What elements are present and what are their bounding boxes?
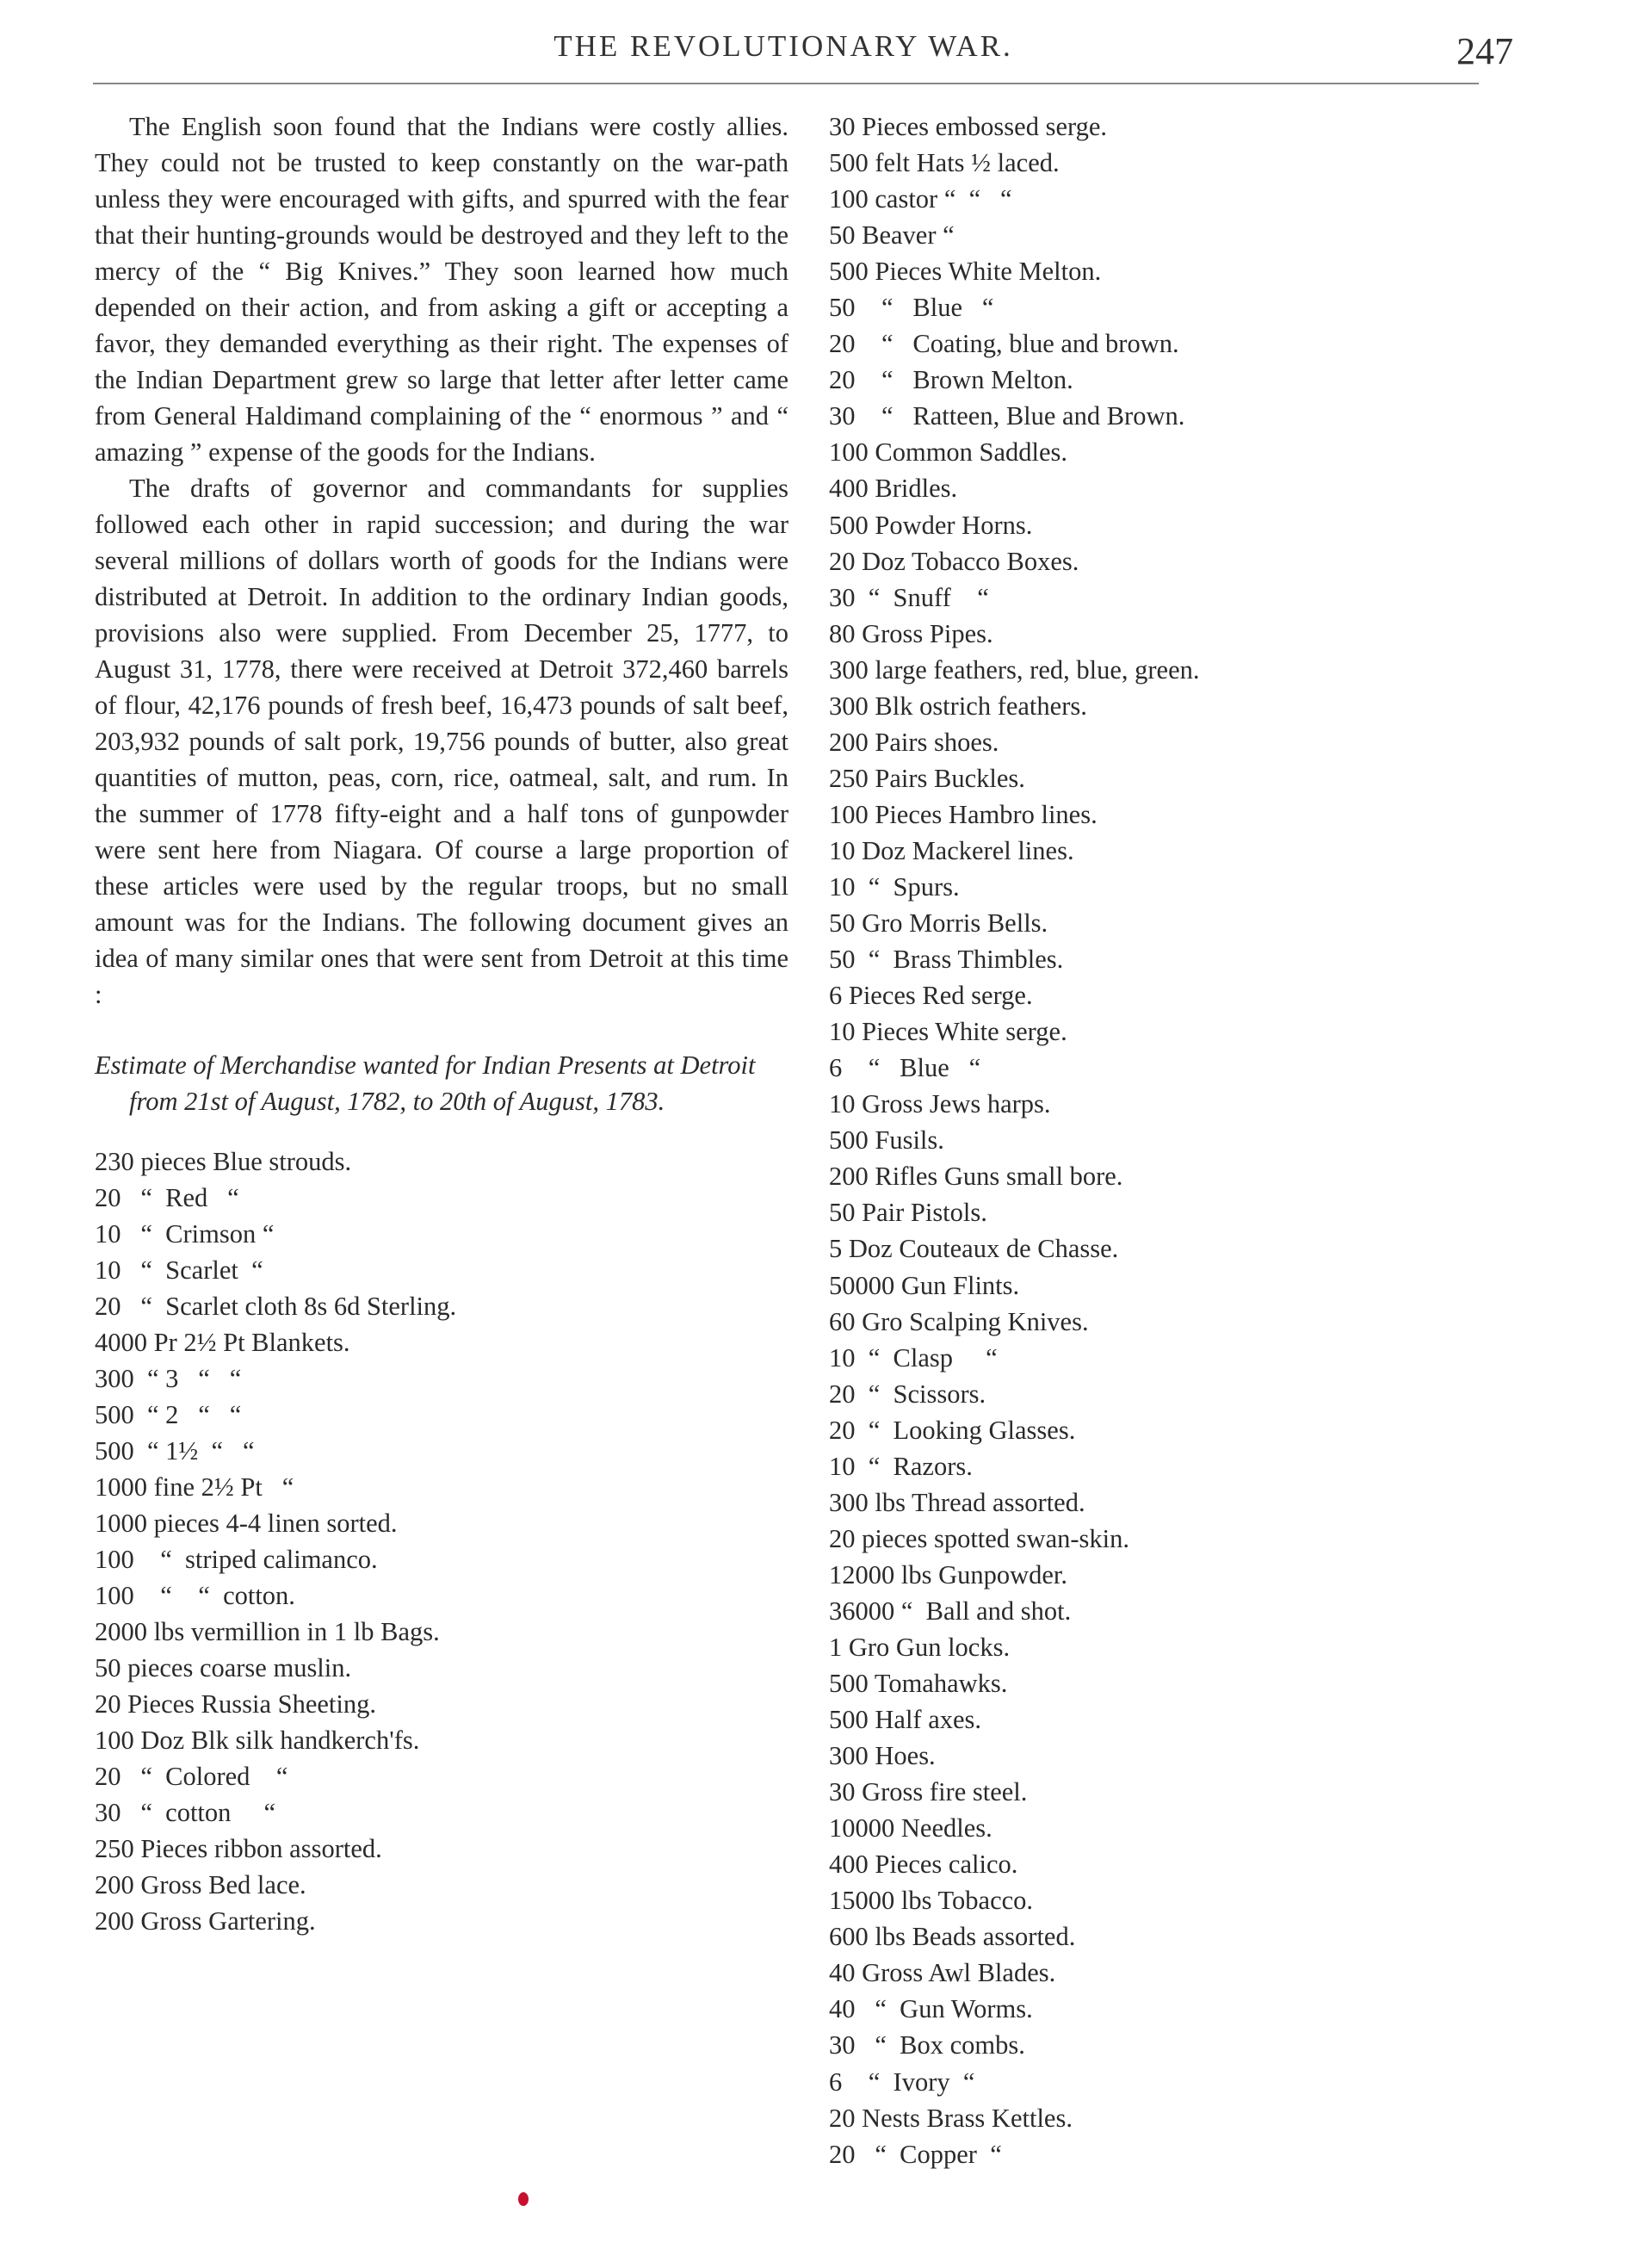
list-item: 600 lbs Beads assorted. bbox=[829, 1922, 1076, 1952]
list-item: 20 Doz Tobacco Boxes. bbox=[829, 546, 1079, 576]
list-item: 50 “ Blue “ bbox=[829, 293, 994, 323]
list-item: 15000 lbs Tobacco. bbox=[829, 1886, 1034, 1916]
list-item: 100 “ striped calimanco. bbox=[95, 1545, 378, 1574]
list-item: 200 Pairs shoes. bbox=[829, 727, 999, 757]
list-item: 10 Gross Jews harps. bbox=[829, 1089, 1051, 1119]
list-item: 10 “ Spurs. bbox=[829, 871, 960, 902]
list-item: 20 “ Scissors. bbox=[829, 1379, 986, 1409]
list-item: 20 “ Looking Glasses. bbox=[829, 1415, 1076, 1445]
list-item: 100 Pieces Hambro lines. bbox=[829, 799, 1098, 829]
list-item: 10 Pieces White serge. bbox=[829, 1017, 1067, 1047]
list-item: 400 Bridles. bbox=[829, 474, 958, 504]
list-item: 200 Gross Bed lace. bbox=[95, 1870, 306, 1899]
list-item: 500 Pieces White Melton. bbox=[829, 257, 1102, 287]
list-item: 36000 “ Ball and shot. bbox=[829, 1596, 1072, 1626]
list-item: 80 Gross Pipes. bbox=[829, 618, 993, 648]
list-item: 300 large feathers, red, blue, green. bbox=[829, 654, 1200, 685]
list-item: 6 Pieces Red serge. bbox=[829, 981, 1033, 1011]
list-item: 2000 lbs vermillion in 1 lb Bags. bbox=[95, 1617, 440, 1646]
printer-ornament bbox=[518, 2192, 529, 2206]
list-item: 30 “ Box combs. bbox=[829, 2030, 1025, 2060]
list-item: 50 Beaver “ bbox=[829, 220, 955, 251]
list-item: 500 Tomahawks. bbox=[829, 1669, 1008, 1699]
page-number: 247 bbox=[1456, 30, 1513, 72]
list-item: 300 “ 3 “ “ bbox=[95, 1364, 242, 1393]
header-rule bbox=[93, 83, 1479, 84]
list-item: 40 Gross Awl Blades. bbox=[829, 1958, 1056, 1988]
list-item: 50 Pair Pistols. bbox=[829, 1198, 987, 1228]
list-item: 500 “ 1½ “ “ bbox=[95, 1436, 255, 1466]
list-item: 30 Pieces embossed serge. bbox=[829, 112, 1108, 141]
list-item: 50 pieces coarse muslin. bbox=[95, 1653, 352, 1682]
list-item: 20 “ Red “ bbox=[95, 1183, 239, 1212]
list-item: 20 “ Coating, blue and brown. bbox=[829, 329, 1179, 359]
list-item: 300 Blk ostrich feathers. bbox=[829, 691, 1087, 721]
right-item-list bbox=[829, 108, 1483, 2172]
paragraph-1: The English soon found that the Indians were costly allies. They could not be trusted to keep constantly on the war-path unless they were encouraged with gifts, and spurred with the fear that their hunting-grounds would be destroyed and they left to the mercy of the “ Big Knives.” They soon learned how much depended on their action, and from asking a gift or accepting a favor, they demanded everything as their right. The expenses of the Indian Department grew so large that letter after letter came from General Haldimand complaining of the “ enormous ” and “ amazing ” expense of the goods for the Indians. bbox=[95, 112, 788, 467]
list-item: 50 “ Brass Thimbles. bbox=[829, 945, 1064, 975]
list-item: 100 “ “ cotton. bbox=[95, 1581, 295, 1610]
list-item: 10000 Needles. bbox=[829, 1813, 992, 1844]
estimate-heading: Estimate of Merchandise wanted for Indian Presents at Detroit from 21st of August, 1782, to 20th of August, 1783. bbox=[95, 1050, 756, 1116]
list-item: 10 “ Scarlet “ bbox=[95, 1255, 263, 1285]
list-item: 100 castor “ “ “ bbox=[829, 184, 1012, 214]
right-column bbox=[829, 108, 1483, 2172]
list-item: 20 Nests Brass Kettles. bbox=[829, 2103, 1073, 2133]
list-item: 50000 Gun Flints. bbox=[829, 1270, 1020, 1300]
list-item: 500 Fusils. bbox=[829, 1125, 944, 1156]
list-item: 60 Gro Scalping Knives. bbox=[829, 1306, 1089, 1336]
list-item: 30 “ Ratteen, Blue and Brown. bbox=[829, 401, 1185, 431]
list-item: 30 “ cotton “ bbox=[95, 1798, 276, 1827]
list-item: 500 felt Hats ½ laced. bbox=[829, 148, 1060, 178]
list-item: 100 Doz Blk silk handkerch'fs. bbox=[95, 1726, 420, 1755]
list-item: 20 pieces spotted swan-skin. bbox=[829, 1523, 1129, 1553]
list-item: 6 “ Ivory “ bbox=[829, 2067, 975, 2097]
list-item: 6 “ Blue “ bbox=[829, 1053, 981, 1083]
list-item: 20 “ Copper “ bbox=[829, 2139, 1002, 2169]
list-item: 400 Pieces calico. bbox=[829, 1850, 1018, 1880]
list-item: 10 “ Clasp “ bbox=[829, 1342, 998, 1373]
list-item: 4000 Pr 2½ Pt Blankets. bbox=[95, 1328, 350, 1357]
list-item: 100 Common Saddles. bbox=[829, 437, 1068, 468]
running-head: THE REVOLUTIONARY WAR. bbox=[553, 29, 1013, 63]
list-item: 20 “ Colored “ bbox=[95, 1762, 288, 1791]
list-item: 230 pieces Blue strouds. bbox=[95, 1147, 352, 1176]
left-item-list bbox=[95, 1143, 788, 1939]
list-item: 1000 pieces 4-4 linen sorted. bbox=[95, 1509, 398, 1538]
list-item: 40 “ Gun Worms. bbox=[829, 1994, 1033, 2024]
list-item: 1000 fine 2½ Pt “ bbox=[95, 1472, 294, 1502]
list-item: 30 “ Snuff “ bbox=[829, 582, 989, 612]
list-item: 50 Gro Morris Bells. bbox=[829, 908, 1048, 939]
list-item: 500 “ 2 “ “ bbox=[95, 1400, 242, 1429]
list-item: 250 Pieces ribbon assorted. bbox=[95, 1834, 382, 1863]
list-item: 10 “ Crimson “ bbox=[95, 1219, 275, 1249]
list-item: 300 Hoes. bbox=[829, 1741, 936, 1771]
list-item: 500 Powder Horns. bbox=[829, 510, 1033, 540]
list-item: 10 “ Razors. bbox=[829, 1451, 973, 1481]
list-item: 10 Doz Mackerel lines. bbox=[829, 835, 1074, 865]
list-item: 250 Pairs Buckles. bbox=[829, 763, 1025, 793]
list-item: 20 Pieces Russia Sheeting. bbox=[95, 1689, 376, 1719]
list-item: 12000 lbs Gunpowder. bbox=[829, 1559, 1068, 1589]
list-item: 20 “ Brown Melton. bbox=[829, 365, 1073, 395]
list-item: 200 Gross Gartering. bbox=[95, 1906, 316, 1936]
paragraph-2: The drafts of governor and commandants for supplies followed each other in rapid succession; and during the war several millions of dollars worth of goods for the Indians were distributed at Detroit. In addition to the ordinary Indian goods, provisions also were supplied. From December 25, 1777, to August 31, 1778, there were received at Detroit 372,460 barrels of flour, 42,176 pounds of fresh beef, 16,473 pounds of salt beef, 203,932 pounds of salt pork, 19,756 pounds of butter, also great quantities of mutton, peas, corn, rice, oatmeal, salt, and rum. In the summer of 1778 fifty-eight and a half tons of gunpowder were sent here from Niagara. Of course a large proportion of these articles were used by the regular troops, but no small amount was for the Indians. The following document gives an idea of many similar ones that were sent from Detroit at this time : bbox=[95, 474, 788, 1009]
list-item: 300 lbs Thread assorted. bbox=[829, 1487, 1085, 1517]
list-item: 30 Gross fire steel. bbox=[829, 1777, 1028, 1807]
list-item: 200 Rifles Guns small bore. bbox=[829, 1162, 1123, 1192]
list-item: 500 Half axes. bbox=[829, 1705, 982, 1735]
list-item: 5 Doz Couteaux de Chasse. bbox=[829, 1234, 1119, 1264]
left-column bbox=[95, 108, 788, 1939]
list-item: 20 “ Scarlet cloth 8s 6d Sterling. bbox=[95, 1292, 457, 1321]
list-item: 1 Gro Gun locks. bbox=[829, 1632, 1011, 1662]
